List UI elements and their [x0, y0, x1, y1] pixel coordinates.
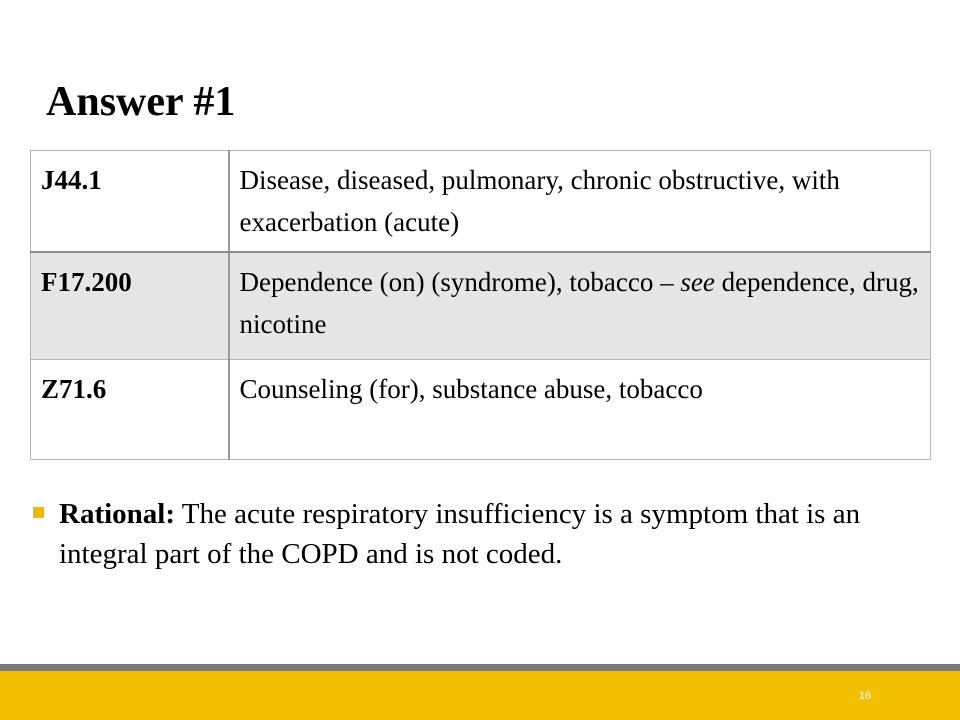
slide-title: Answer #1 [46, 79, 236, 125]
square-bullet-icon [33, 507, 44, 518]
table-cell-code: J44.1 [31, 151, 229, 253]
see-target: dependence, drug, nicotine [239, 267, 919, 339]
see-reference: see [680, 267, 715, 297]
table-cell-code: F17.200 [31, 252, 229, 360]
page-number: 16 [858, 690, 872, 702]
rationale-label: Rational: [59, 498, 175, 530]
rationale-text: The acute respiratory insufficiency is a symptom that is an integral part of the COPD and is not coded. [59, 498, 861, 570]
rationale-bullet [33, 494, 939, 574]
table-row [31, 151, 931, 253]
table-cell-description: Disease, diseased, pulmonary, chronic obstructive, with exacerbation (acute) [229, 151, 931, 253]
table-cell-description [229, 252, 931, 360]
table-cell-description: Counseling (for), substance abuse, tobacco [229, 360, 931, 460]
table-cell-code: Z71.6 [31, 360, 229, 460]
footer-divider [0, 664, 960, 671]
description-text: Dependence (on) (syndrome), tobacco – [239, 267, 674, 297]
footer-bar [0, 671, 960, 720]
code-table [30, 150, 931, 460]
table-row [31, 252, 931, 360]
table-row [31, 360, 931, 460]
